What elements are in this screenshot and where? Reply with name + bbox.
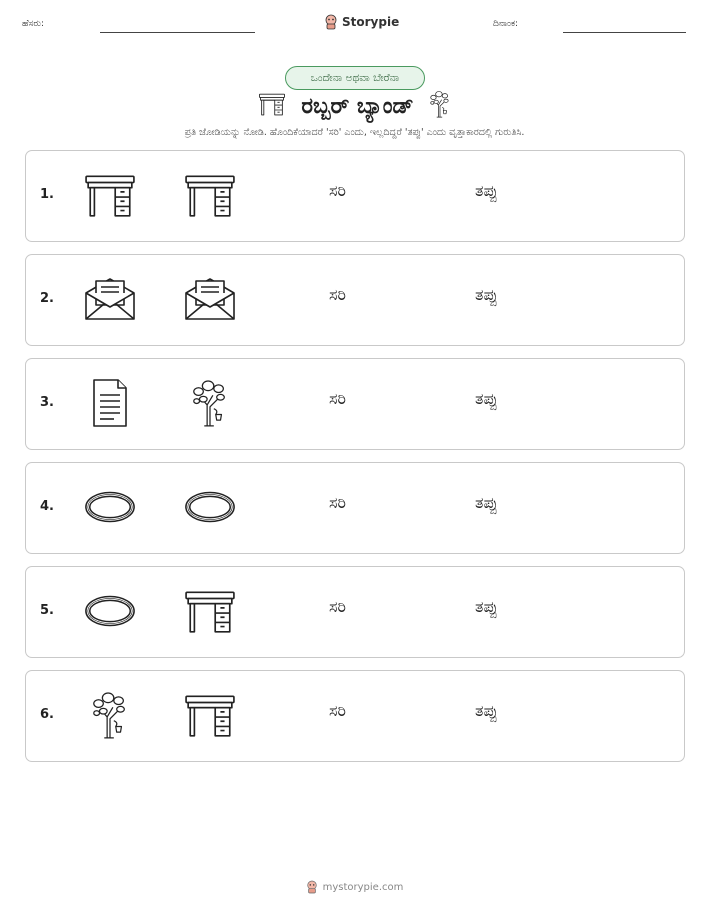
desk-icon bbox=[181, 585, 239, 637]
date-label: ದಿನಾಂಕ: bbox=[493, 19, 519, 29]
envelope-icon bbox=[81, 273, 139, 325]
desk-icon bbox=[81, 169, 139, 221]
date-line bbox=[563, 32, 686, 33]
mascot-icon bbox=[324, 14, 338, 30]
answer-wrong-option[interactable]: ತಪ್ಪು bbox=[475, 181, 498, 200]
brand-logo bbox=[324, 14, 399, 30]
question-number: 6. bbox=[40, 707, 54, 722]
desk-icon bbox=[181, 169, 239, 221]
answer-wrong-option[interactable]: ತಪ್ಪು bbox=[475, 493, 498, 512]
question-row bbox=[25, 566, 685, 658]
answer-correct-option[interactable]: ಸರಿ bbox=[329, 493, 346, 512]
answer-wrong-option[interactable]: ತಪ್ಪು bbox=[475, 285, 498, 304]
question-row bbox=[25, 670, 685, 762]
title-row bbox=[0, 90, 709, 122]
rubber-band-icon bbox=[181, 481, 239, 533]
answer-wrong-option[interactable]: ತಪ್ಪು bbox=[475, 597, 498, 616]
tree-icon bbox=[81, 689, 139, 741]
worksheet-type-tag: ಒಂದೇನಾ ಅಥವಾ ಬೇರೆನಾ bbox=[285, 66, 425, 90]
question-row bbox=[25, 254, 685, 346]
name-label: ಹೆಸರು: bbox=[22, 19, 45, 29]
question-row bbox=[25, 150, 685, 242]
brand-name: Storypie bbox=[342, 15, 400, 29]
question-row bbox=[25, 358, 685, 450]
rubber-band-icon bbox=[81, 481, 139, 533]
paper-icon bbox=[81, 377, 139, 429]
answer-correct-option[interactable]: ಸರಿ bbox=[329, 701, 346, 720]
answer-correct-option[interactable]: ಸರಿ bbox=[329, 389, 346, 408]
answer-correct-option[interactable]: ಸರಿ bbox=[329, 285, 346, 304]
question-number: 2. bbox=[40, 291, 54, 306]
name-line bbox=[100, 32, 255, 33]
tree-icon bbox=[428, 89, 452, 123]
footer bbox=[0, 880, 709, 894]
question-number: 3. bbox=[40, 395, 54, 410]
worksheet-header bbox=[22, 12, 687, 36]
desk-icon bbox=[257, 92, 287, 120]
footer-url: mystorypie.com bbox=[322, 881, 404, 893]
answer-wrong-option[interactable]: ತಪ್ಪು bbox=[475, 701, 498, 720]
page-title: ರಬ್ಬರ್ ಬ್ಯಾಂಡ್ bbox=[301, 93, 414, 119]
desk-icon bbox=[181, 689, 239, 741]
mascot-icon bbox=[306, 880, 318, 894]
envelope-icon bbox=[181, 273, 239, 325]
answer-wrong-option[interactable]: ತಪ್ಪು bbox=[475, 389, 498, 408]
question-row bbox=[25, 462, 685, 554]
answer-correct-option[interactable]: ಸರಿ bbox=[329, 597, 346, 616]
instructions: ಪ್ರತಿ ಜೋಡಿಯನ್ನು ನೋಡಿ. ಹೊಂದಿಕೆಯಾದರೆ 'ಸರಿ' ಎಂದು, ಇಲ್ಲದಿದ್ದರೆ 'ತಪ್ಪು' ಎಂದು ವೃತ್ತಾಕಾರದಲ್ಲಿ ಗುರುತಿಸಿ. bbox=[184, 127, 525, 138]
rubber-band-icon bbox=[81, 585, 139, 637]
tree-icon bbox=[181, 377, 239, 429]
question-number: 5. bbox=[40, 603, 54, 618]
question-number: 4. bbox=[40, 499, 54, 514]
question-number: 1. bbox=[40, 187, 54, 202]
answer-correct-option[interactable]: ಸರಿ bbox=[329, 181, 346, 200]
